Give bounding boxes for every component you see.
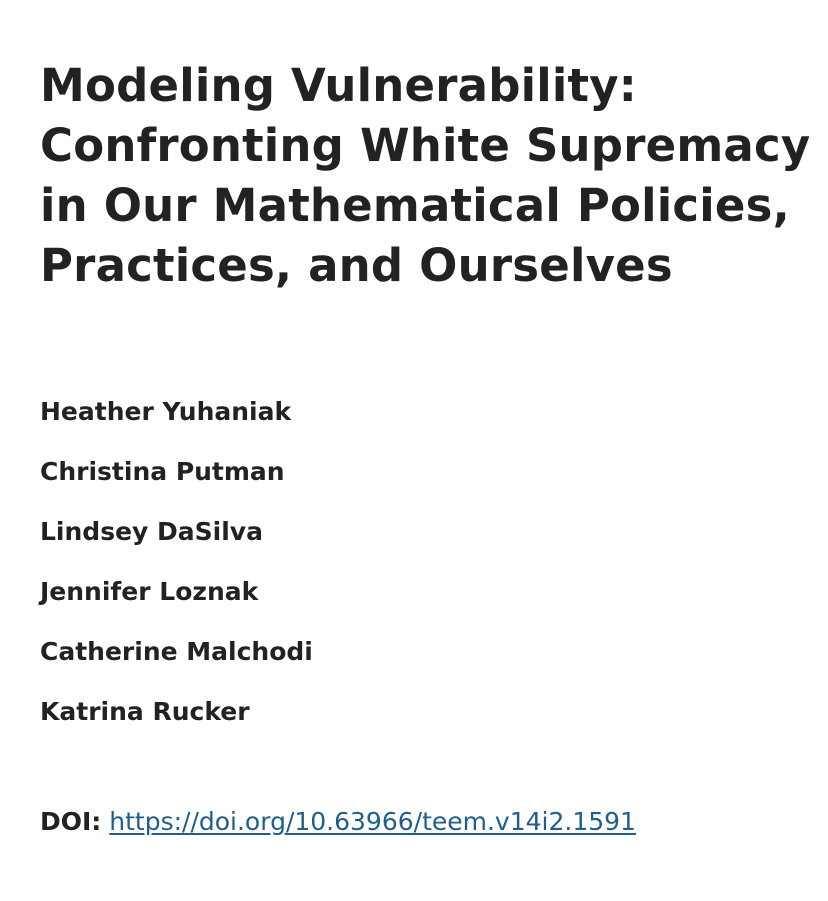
- author-list: [40, 397, 313, 757]
- article-title-line: Confronting White Supremacy: [40, 119, 811, 172]
- author-name: Katrina Rucker: [40, 697, 250, 726]
- article-title-line: Modeling Vulnerability:: [40, 59, 637, 112]
- author-name: Lindsey DaSilva: [40, 517, 263, 546]
- author-name: Catherine Malchodi: [40, 637, 313, 666]
- article-title-line: Practices, and Ourselves: [40, 239, 673, 292]
- author-name: Christina Putman: [40, 457, 285, 486]
- article-title-line: in Our Mathematical Policies,: [40, 179, 790, 232]
- article-title: [40, 56, 811, 296]
- author-name: Heather Yuhaniak: [40, 397, 292, 426]
- doi-label: DOI:: [40, 807, 102, 836]
- doi-link[interactable]: https://doi.org/10.63966/teem.v14i2.1591: [109, 807, 636, 836]
- doi-line: [40, 807, 636, 837]
- author-name: Jennifer Loznak: [40, 577, 259, 606]
- article-header: [40, 56, 811, 836]
